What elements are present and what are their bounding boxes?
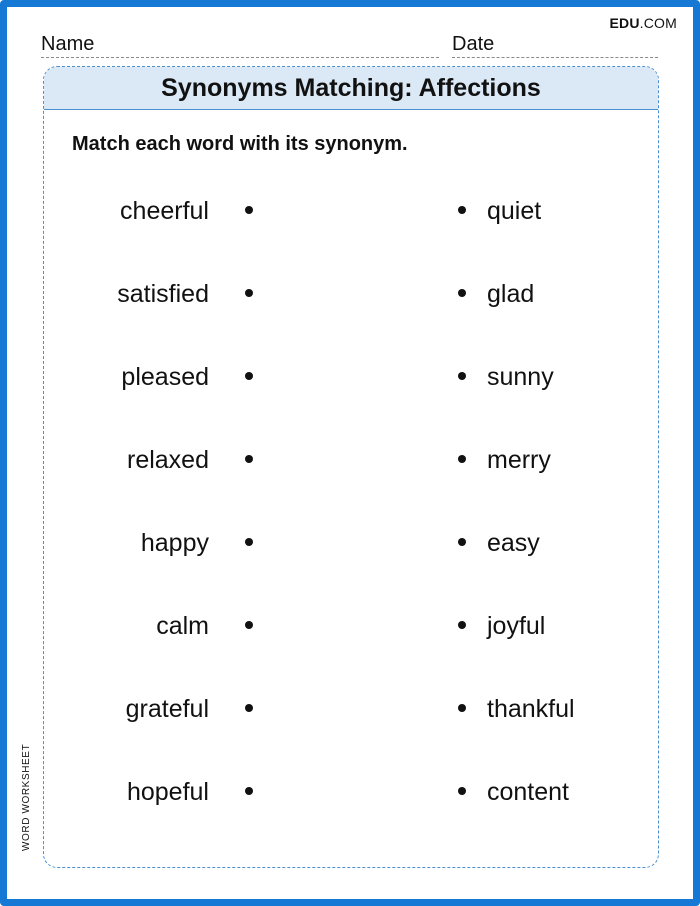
right-word: easy [487,529,540,557]
right-word: glad [487,280,535,308]
date-label: Date [452,33,495,55]
edu-logo: EDU.COM [609,15,677,31]
left-word: pleased [121,363,209,391]
right-word: content [487,778,570,806]
left-word: happy [140,529,209,557]
left-dot[interactable] [245,621,253,629]
right-word: thankful [487,695,575,723]
left-word: hopeful [126,778,209,806]
match-row [44,772,658,812]
right-dot[interactable] [458,289,466,297]
match-row [44,689,658,729]
date-field[interactable] [452,30,658,58]
left-word: calm [156,612,209,640]
left-dot[interactable] [245,538,253,546]
match-row [44,523,658,563]
side-label: WORD WORKSHEET [21,743,32,851]
left-dot[interactable] [245,372,253,380]
right-word: quiet [487,197,542,225]
right-dot[interactable] [458,372,466,380]
match-row [44,606,658,646]
match-row [44,274,658,314]
right-dot[interactable] [458,621,466,629]
left-word: relaxed [127,446,209,474]
left-dot[interactable] [245,455,253,463]
match-row [44,357,658,397]
instructions: Match each word with its synonym. [72,133,408,155]
worksheet-title: Synonyms Matching: Affections [44,67,658,110]
left-dot[interactable] [245,206,253,214]
right-dot[interactable] [458,455,466,463]
right-dot[interactable] [458,538,466,546]
right-dot[interactable] [458,206,466,214]
match-row [44,191,658,231]
right-word: sunny [487,363,554,391]
right-word: merry [487,446,551,474]
left-word: grateful [125,695,209,723]
match-row [44,440,658,480]
left-dot[interactable] [245,704,253,712]
name-field[interactable] [41,30,439,58]
left-word: cheerful [120,197,209,225]
left-dot[interactable] [245,787,253,795]
name-label: Name [41,33,95,55]
right-dot[interactable] [458,787,466,795]
left-dot[interactable] [245,289,253,297]
worksheet-card [43,66,659,868]
left-word: satisfied [117,280,209,308]
right-word: joyful [487,612,546,640]
right-dot[interactable] [458,704,466,712]
